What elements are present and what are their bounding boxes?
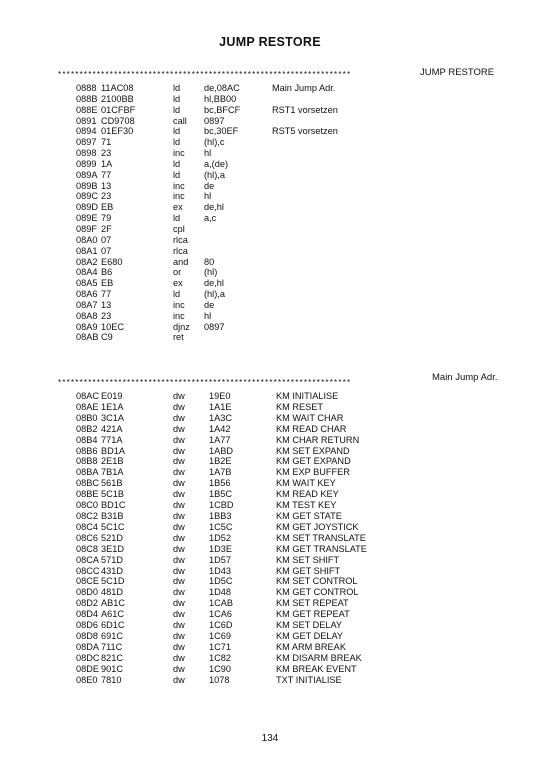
hex-bytes: 5C1D <box>101 576 125 587</box>
address: 088E <box>76 104 98 115</box>
listing-row <box>0 587 540 598</box>
listing-row <box>0 435 540 446</box>
jump-table-listing <box>0 391 540 685</box>
operand: (hl),a <box>204 289 225 300</box>
mnemonic: rlca <box>173 245 188 256</box>
address: 08BE <box>76 489 99 500</box>
address: 08D2 <box>76 598 98 609</box>
listing-row <box>0 631 540 642</box>
mnemonic: dw <box>173 630 185 641</box>
comment: KM ARM BREAK <box>276 641 346 652</box>
mnemonic: dw <box>173 467 185 478</box>
operand: 1078 <box>209 674 230 685</box>
address: 08CC <box>76 565 100 576</box>
operand: 1D48 <box>209 587 231 598</box>
listing-row <box>0 267 540 278</box>
address: 08E0 <box>76 674 98 685</box>
hex-bytes: 77 <box>101 289 112 300</box>
mnemonic: ld <box>173 289 181 300</box>
comment: RST1 vorsetzen <box>272 104 338 115</box>
listing-row <box>0 544 540 555</box>
listing-row <box>0 391 540 402</box>
hex-bytes: 481D <box>101 587 123 598</box>
operand: (hl),c <box>204 137 225 148</box>
listing-row <box>0 653 540 664</box>
listing-row <box>0 289 540 300</box>
listing-row <box>0 105 540 116</box>
address: 08D6 <box>76 620 98 631</box>
hex-bytes: 561B <box>101 478 123 489</box>
hex-bytes: AB1C <box>101 598 126 609</box>
hex-bytes: 2F <box>101 223 112 234</box>
address: 08A8 <box>76 310 98 321</box>
comment: KM RESET <box>276 401 323 412</box>
hex-bytes: 521D <box>101 532 123 543</box>
address: 08BA <box>76 467 99 478</box>
address: 08AC <box>76 391 99 401</box>
listing-row <box>0 456 540 467</box>
hex-bytes: 771A <box>101 434 123 445</box>
address: 08AE <box>76 401 99 412</box>
comment: KM SET DELAY <box>276 620 343 631</box>
address: 089D <box>76 202 98 213</box>
operand: de,hl <box>204 202 224 213</box>
operand: 1C90 <box>209 663 231 674</box>
hex-bytes: E019 <box>101 391 123 401</box>
mnemonic: rlca <box>173 234 188 245</box>
operand: 1D52 <box>209 532 231 543</box>
mnemonic: ld <box>173 83 181 93</box>
operand: de <box>204 180 215 191</box>
operand: 1A77 <box>209 434 231 445</box>
mnemonic: dw <box>173 478 185 489</box>
mnemonic: djnz <box>173 321 190 332</box>
hex-bytes: B6 <box>101 267 113 278</box>
listing-row <box>0 148 540 159</box>
operand: 1CAB <box>209 598 234 609</box>
mnemonic: or <box>173 267 182 278</box>
listing-row <box>0 126 540 137</box>
separator-line: ******************************************************************** <box>58 70 352 79</box>
address: 08A1 <box>76 245 98 256</box>
address: 08DE <box>76 663 99 674</box>
hex-bytes: EB <box>101 202 114 213</box>
address: 08BC <box>76 478 99 489</box>
address: 08C0 <box>76 500 98 511</box>
listing-row <box>0 522 540 533</box>
address: 08DA <box>76 641 99 652</box>
listing-row <box>0 576 540 587</box>
listing-row <box>0 202 540 213</box>
mnemonic: inc <box>173 191 185 202</box>
address: 08AB <box>76 332 99 343</box>
address: 08A7 <box>76 299 98 310</box>
address: 08B0 <box>76 412 98 423</box>
operand: 1BB3 <box>209 510 232 521</box>
comment: KM GET TRANSLATE <box>276 543 367 554</box>
mnemonic: dw <box>173 554 185 565</box>
address: 089E <box>76 213 98 224</box>
hex-bytes: 711C <box>101 641 123 652</box>
mnemonic: inc <box>173 310 185 321</box>
hex-bytes: 01EF30 <box>101 126 134 137</box>
mnemonic: dw <box>173 423 185 434</box>
operand: hl,BB00 <box>204 93 237 104</box>
comment: KM GET STATE <box>276 510 342 521</box>
operand: 1D43 <box>209 565 231 576</box>
address: 089A <box>76 169 98 180</box>
address: 088B <box>76 93 98 104</box>
mnemonic: dw <box>173 652 185 663</box>
hex-bytes: 571D <box>101 554 123 565</box>
operand: de,hl <box>204 278 224 289</box>
mnemonic: ex <box>173 278 183 289</box>
mnemonic: ld <box>173 137 181 148</box>
listing-row <box>0 137 540 148</box>
operand: (hl),a <box>204 169 225 180</box>
operand: 1C82 <box>209 652 231 663</box>
hex-bytes: A61C <box>101 609 124 620</box>
mnemonic: ret <box>173 332 184 343</box>
comment: KM GET EXPAND <box>276 456 351 467</box>
hex-bytes: 1A <box>101 158 113 169</box>
hex-bytes: BD1C <box>101 500 126 511</box>
listing-row <box>0 116 540 127</box>
hex-bytes: 11AC08 <box>101 83 134 93</box>
address: 089B <box>76 180 98 191</box>
operand: bc,30EF <box>204 126 239 137</box>
hex-bytes: B31B <box>101 510 124 521</box>
comment: KM GET JOYSTICK <box>276 521 359 532</box>
listing-row <box>0 83 540 94</box>
operand: (hl) <box>204 267 218 278</box>
listing-row <box>0 664 540 675</box>
comment: RST5 vorsetzen <box>272 126 338 137</box>
operand: de <box>204 299 215 310</box>
comment: KM SET EXPAND <box>276 445 350 456</box>
comment: KM GET SHIFT <box>276 565 341 576</box>
operand: hl <box>204 148 212 159</box>
address: 08CE <box>76 576 99 587</box>
address: 08A9 <box>76 321 98 332</box>
mnemonic: dw <box>173 565 185 576</box>
hex-bytes: 2E1B <box>101 456 124 467</box>
operand: 1C71 <box>209 641 231 652</box>
mnemonic: inc <box>173 180 185 191</box>
hex-bytes: 07 <box>101 234 112 245</box>
comment: KM GET DELAY <box>276 630 344 641</box>
operand: 1C6D <box>209 620 233 631</box>
listing-row <box>0 278 540 289</box>
listing-row <box>0 598 540 609</box>
listing-row <box>0 159 540 170</box>
operand: 1CA6 <box>209 609 232 620</box>
hex-bytes: 421A <box>101 423 123 434</box>
operand: 0897 <box>204 115 225 126</box>
code-listing <box>0 83 540 343</box>
listing-row <box>0 446 540 457</box>
mnemonic: dw <box>173 620 185 631</box>
listing-row <box>0 224 540 235</box>
comment: KM TEST KEY <box>276 500 337 511</box>
listing-row <box>0 467 540 478</box>
comment: KM BREAK EVENT <box>276 663 357 674</box>
listing-row <box>0 424 540 435</box>
operand: de,08AC <box>204 83 240 93</box>
comment: KM INITIALISE <box>276 391 339 401</box>
listing-row <box>0 257 540 268</box>
operand: 1D57 <box>209 554 231 565</box>
comment: KM DISARM BREAK <box>276 652 362 663</box>
address: 08B6 <box>76 445 98 456</box>
listing-row <box>0 478 540 489</box>
mnemonic: dw <box>173 500 185 511</box>
listing-row <box>0 620 540 631</box>
mnemonic: dw <box>173 641 185 652</box>
mnemonic: ld <box>173 169 181 180</box>
operand: 1D5C <box>209 576 233 587</box>
hex-bytes: 5C1B <box>101 489 124 500</box>
mnemonic: and <box>173 256 189 267</box>
mnemonic: dw <box>173 489 185 500</box>
listing-row <box>0 413 540 424</box>
hex-bytes: CD9708 <box>101 115 135 126</box>
address: 08A4 <box>76 267 98 278</box>
hex-bytes: 3C1A <box>101 412 124 423</box>
listing-row <box>0 181 540 192</box>
address: 08A5 <box>76 278 98 289</box>
listing-row <box>0 511 540 522</box>
mnemonic: dw <box>173 391 185 401</box>
listing-row <box>0 300 540 311</box>
address: 08C4 <box>76 521 98 532</box>
section-label: JUMP RESTORE <box>420 67 495 78</box>
mnemonic: dw <box>173 532 185 543</box>
listing-row <box>0 533 540 544</box>
address: 089C <box>76 191 98 202</box>
operand: 80 <box>204 256 215 267</box>
address: 08A2 <box>76 256 98 267</box>
address: 08B8 <box>76 456 98 467</box>
operand: a,c <box>204 213 217 224</box>
mnemonic: ex <box>173 202 183 213</box>
operand: 1C5C <box>209 521 233 532</box>
address: 08CA <box>76 554 99 565</box>
section-label: Main Jump Adr. <box>432 372 498 383</box>
address: 08A0 <box>76 234 98 245</box>
hex-bytes: C9 <box>101 332 113 343</box>
comment: KM EXP BUFFER <box>276 467 350 478</box>
address: 08B4 <box>76 434 98 445</box>
comment: KM GET REPEAT <box>276 609 350 620</box>
hex-bytes: 431D <box>101 565 123 576</box>
hex-bytes: 23 <box>101 191 112 202</box>
operand: hl <box>204 191 212 202</box>
mnemonic: dw <box>173 412 185 423</box>
operand: 1A3C <box>209 412 232 423</box>
comment: KM SET SHIFT <box>276 554 340 565</box>
hex-bytes: 07 <box>101 245 112 256</box>
listing-row <box>0 332 540 343</box>
listing-row <box>0 311 540 322</box>
address: 0891 <box>76 115 97 126</box>
listing-row <box>0 555 540 566</box>
mnemonic: ld <box>173 93 181 104</box>
operand: 1B56 <box>209 478 231 489</box>
hex-bytes: 71 <box>101 137 112 148</box>
operand: 1C69 <box>209 630 231 641</box>
mnemonic: dw <box>173 445 185 456</box>
mnemonic: ld <box>173 126 181 137</box>
listing-row <box>0 675 540 686</box>
mnemonic: dw <box>173 543 185 554</box>
address: 08B2 <box>76 423 98 434</box>
hex-bytes: 23 <box>101 310 112 321</box>
listing-row <box>0 642 540 653</box>
operand: hl <box>204 310 212 321</box>
operand: 1A42 <box>209 423 231 434</box>
hex-bytes: BD1A <box>101 445 126 456</box>
address: 0888 <box>76 83 97 93</box>
hex-bytes: 3E1D <box>101 543 124 554</box>
address: 08C6 <box>76 532 98 543</box>
listing-row <box>0 609 540 620</box>
hex-bytes: EB <box>101 278 114 289</box>
mnemonic: dw <box>173 521 185 532</box>
address: 08C8 <box>76 543 98 554</box>
address: 08D8 <box>76 630 98 641</box>
address: 08A6 <box>76 289 98 300</box>
operand: 19E0 <box>209 391 231 401</box>
hex-bytes: 7B1A <box>101 467 124 478</box>
address: 0897 <box>76 137 97 148</box>
hex-bytes: 10EC <box>101 321 124 332</box>
address: 0898 <box>76 148 97 159</box>
address: 0894 <box>76 126 97 137</box>
hex-bytes: 01CFBF <box>101 104 136 115</box>
page-title: JUMP RESTORE <box>219 35 321 49</box>
page-number: 134 <box>261 733 279 744</box>
comment: KM READ CHAR <box>276 423 347 434</box>
listing-row <box>0 170 540 181</box>
listing-row <box>0 322 540 333</box>
comment: KM SET TRANSLATE <box>276 532 366 543</box>
mnemonic: dw <box>173 576 185 587</box>
mnemonic: dw <box>173 598 185 609</box>
address: 08D4 <box>76 609 98 620</box>
address: 08D0 <box>76 587 98 598</box>
hex-bytes: 821C <box>101 652 123 663</box>
mnemonic: call <box>173 115 187 126</box>
hex-bytes: 691C <box>101 630 123 641</box>
hex-bytes: E680 <box>101 256 123 267</box>
operand: 1ABD <box>209 445 234 456</box>
comment: KM SET REPEAT <box>276 598 349 609</box>
mnemonic: cpl <box>173 223 185 234</box>
listing-row <box>0 402 540 413</box>
hex-bytes: 5C1C <box>101 521 125 532</box>
mnemonic: dw <box>173 674 185 685</box>
operand: 1A1E <box>209 401 232 412</box>
hex-bytes: 23 <box>101 148 112 159</box>
comment: KM SET CONTROL <box>276 576 358 587</box>
hex-bytes: 901C <box>101 663 123 674</box>
operand: 1A7B <box>209 467 232 478</box>
operand: 1CBD <box>209 500 234 511</box>
hex-bytes: 13 <box>101 180 112 191</box>
separator-line: ******************************************************************** <box>58 378 352 387</box>
mnemonic: dw <box>173 663 185 674</box>
hex-bytes: 13 <box>101 299 112 310</box>
listing-row <box>0 94 540 105</box>
comment: KM WAIT CHAR <box>276 412 344 423</box>
hex-bytes: 1E1A <box>101 401 124 412</box>
listing-row <box>0 566 540 577</box>
listing-row <box>0 500 540 511</box>
operand: 1B5C <box>209 489 232 500</box>
mnemonic: dw <box>173 456 185 467</box>
hex-bytes: 2100BB <box>101 93 134 104</box>
comment: KM READ KEY <box>276 489 339 500</box>
operand: a,(de) <box>204 158 229 169</box>
operand: 1D3E <box>209 543 232 554</box>
mnemonic: dw <box>173 609 185 620</box>
listing-row <box>0 191 540 202</box>
mnemonic: inc <box>173 148 185 159</box>
comment: KM CHAR RETURN <box>276 434 360 445</box>
listing-row <box>0 235 540 246</box>
operand: 0897 <box>204 321 225 332</box>
operand: bc,BFCF <box>204 104 241 115</box>
mnemonic: dw <box>173 401 185 412</box>
mnemonic: dw <box>173 510 185 521</box>
listing-row <box>0 213 540 224</box>
mnemonic: dw <box>173 434 185 445</box>
hex-bytes: 6D1C <box>101 620 125 631</box>
address: 08DC <box>76 652 100 663</box>
comment: Main Jump Adr. <box>272 83 336 93</box>
mnemonic: ld <box>173 104 181 115</box>
address: 08C2 <box>76 510 98 521</box>
mnemonic: inc <box>173 299 185 310</box>
mnemonic: dw <box>173 587 185 598</box>
address: 089F <box>76 223 97 234</box>
operand: 1B2E <box>209 456 232 467</box>
hex-bytes: 7810 <box>101 674 122 685</box>
mnemonic: ld <box>173 158 181 169</box>
listing-row <box>0 489 540 500</box>
comment: TXT INITIALISE <box>276 674 342 685</box>
comment: KM GET CONTROL <box>276 587 359 598</box>
comment: KM WAIT KEY <box>276 478 336 489</box>
hex-bytes: 79 <box>101 213 112 224</box>
address: 0899 <box>76 158 97 169</box>
mnemonic: ld <box>173 213 181 224</box>
hex-bytes: 77 <box>101 169 112 180</box>
listing-row <box>0 246 540 257</box>
